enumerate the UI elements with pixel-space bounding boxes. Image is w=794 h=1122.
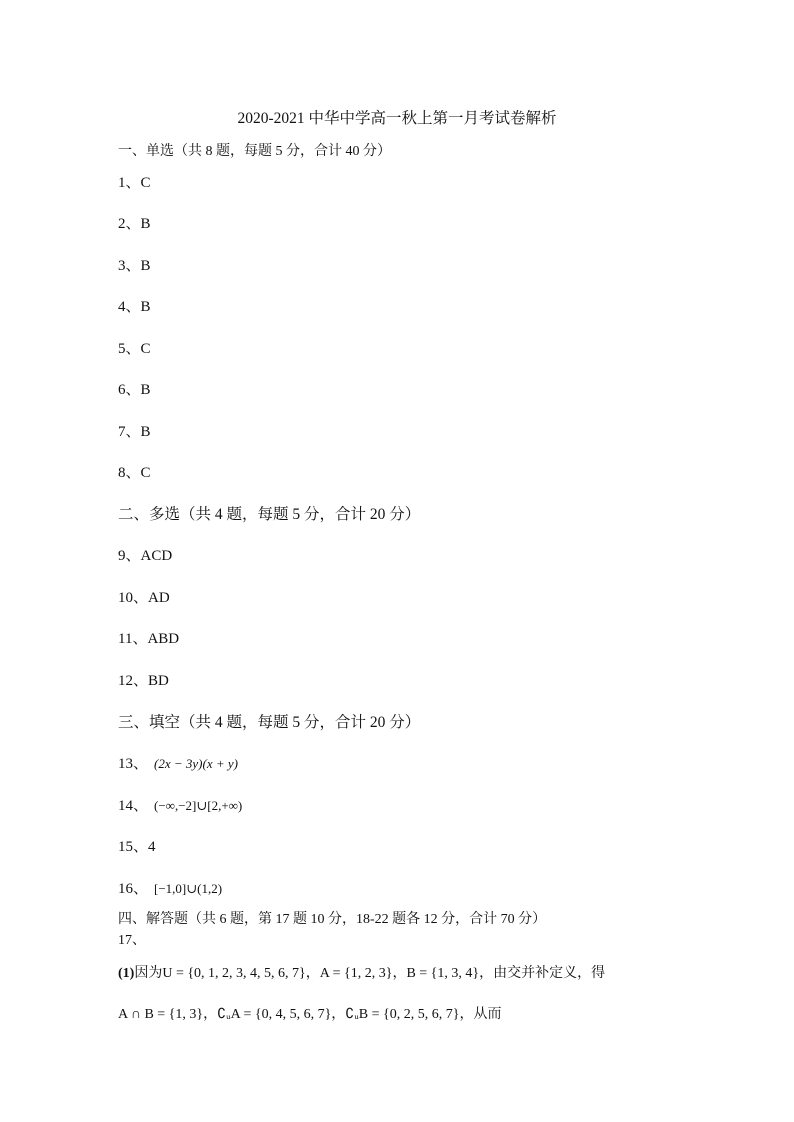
answer-13-math: (2x − 3y)(x + y): [154, 756, 238, 771]
page-title: 2020-2021 中华中学高一秋上第一月考试卷解析: [237, 110, 557, 127]
answer-3: 3、B: [118, 258, 151, 274]
answer-5: 5、C: [118, 341, 151, 357]
q17-line1-text: 因为U = {0, 1, 2, 3, 4, 5, 6, 7}，A = {1, 2, 3}，B = {1, 3, 4}，由交并补定义，得: [134, 966, 606, 981]
answer-6: 6、B: [118, 382, 151, 398]
answer-15: 15、4: [118, 839, 156, 855]
answer-14-math: (−∞,−2]∪[2,+∞): [154, 798, 243, 813]
answer-16: [118, 877, 222, 898]
answer-16-math: [−1,0]∪(1,2): [154, 881, 223, 896]
answer-7: 7、B: [118, 424, 151, 440]
answer-14: [118, 794, 242, 815]
answer-9: 9、ACD: [118, 548, 173, 564]
answer-10: 10、AD: [118, 590, 170, 606]
question-17-line-1: [118, 962, 605, 982]
answer-12: 12、BD: [118, 673, 169, 689]
section-solutions: 四、解答题（共 6 题，第 17 题 10 分，18-22 题各 12 分，合计 70 分）: [118, 912, 547, 927]
section-single-choice: 一、单选（共 8 题，每题 5 分，合计 40 分）: [118, 144, 391, 159]
part-1-tag: (1): [118, 966, 135, 981]
answer-14-label: 14、: [118, 798, 149, 814]
question-17-line-2: A ∩ B = {1, 3}，∁ᵤA = {0, 4, 5, 6, 7}，∁ᵤB = {0, 2, 5, 6, 7}，从而: [118, 1007, 502, 1022]
answer-8: 8、C: [118, 465, 151, 481]
answer-11: 11、ABD: [118, 631, 180, 647]
answer-16-label: 16、: [118, 881, 149, 897]
answer-13: [118, 752, 238, 773]
section-fill-blank: 三、填空（共 4 题，每题 5 分，合计 20 分）: [118, 714, 421, 731]
question-17-label: 17、: [118, 933, 146, 948]
answer-4: 4、B: [118, 299, 151, 315]
section-multiple-choice: 二、多选（共 4 题，每题 5 分，合计 20 分）: [118, 506, 421, 523]
answer-13-label: 13、: [118, 756, 149, 772]
answer-1: 1、C: [118, 175, 151, 191]
answer-2: 2、B: [118, 216, 151, 232]
